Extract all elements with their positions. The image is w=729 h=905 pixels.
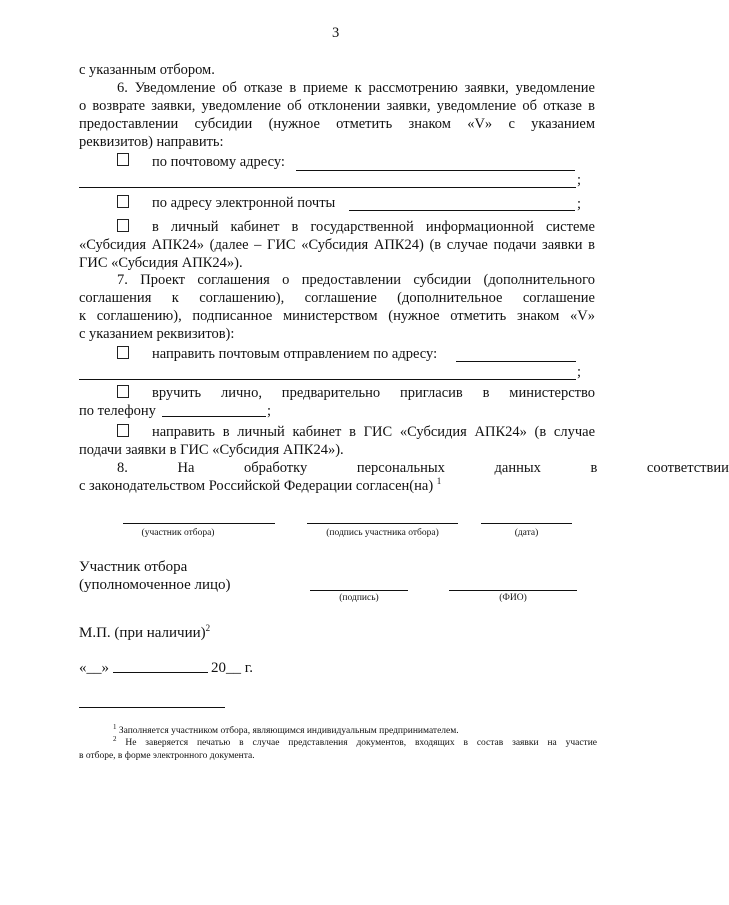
footnote-ref-2: 2 [205, 623, 211, 633]
p8-line-1-text: 8. На обработку персональных данных в соответствии [117, 460, 729, 476]
checkbox-p6-email[interactable] [117, 195, 129, 208]
checkbox-p7-hand[interactable] [117, 385, 129, 398]
checkbox-p7-cabinet[interactable] [117, 424, 129, 437]
p6-option-cabinet-line-3: ГИС «Субсидия АПК24»). [79, 255, 243, 271]
p6-option-email-label: по адресу электронной почты [152, 195, 336, 211]
footnote-2-text-1: Не заверяется печатью в случае представления документов, входящих в состав заявки на участие [125, 738, 598, 748]
footnote-ref-1: 1 [436, 476, 442, 487]
p6-line-4: реквизитов) направить: [79, 134, 224, 150]
p6-email-line[interactable] [349, 210, 575, 211]
footnote-separator [79, 707, 225, 708]
caption-participant-signature: (подпись участника отбора) [326, 528, 439, 538]
date-month-line[interactable] [113, 672, 208, 673]
p7-line-1: 7. Проект соглашения о предоставлении субсидии (дополнительного [117, 272, 595, 288]
checkbox-p6-post[interactable] [117, 153, 129, 166]
page-number: 3 [332, 25, 340, 41]
authorized-signature-line[interactable] [310, 590, 408, 591]
caption-fio: (ФИО) [499, 593, 527, 603]
footnote-2-line-2: в отборе, в форме электронного документа. [79, 751, 255, 761]
stamp-text [79, 624, 210, 642]
p7-post-address-line-2[interactable] [79, 379, 576, 380]
p7-line-2: соглашения к соглашению), соглашение (дополнительное соглашение [79, 290, 595, 306]
stamp-label: М.П. (при наличии) [79, 625, 206, 641]
p6-option-cabinet-line-1: в личный кабинет в государственной информационной системе [152, 219, 595, 235]
p7-line-4: с указанием реквизитов): [79, 326, 235, 342]
date-quote-open: «__» [79, 660, 109, 676]
caption-date: (дата) [514, 528, 539, 538]
semicolon: ; [577, 196, 582, 212]
p7-option-cabinet-line-1: направить в личный кабинет в ГИС «Субсидия АПК24» (в случае [152, 424, 595, 440]
semicolon: ; [577, 172, 582, 188]
participant-signature-line[interactable] [307, 523, 458, 524]
p7-option-post-label: направить почтовым отправлением по адресу: [152, 346, 438, 362]
p7-phone-line[interactable] [162, 416, 266, 417]
p7-option-cabinet-line-2: подачи заявки в ГИС «Субсидия АПК24»). [79, 442, 344, 458]
p6-post-address-line-1[interactable] [296, 170, 575, 171]
p6-line-2: о возврате заявки, уведомление об отклонении заявки, уведомление об отказе в [79, 98, 595, 114]
p7-option-hand-line-1: вручить лично, предварительно пригласив в министерство [152, 385, 595, 401]
footnote-1-number: 1 [113, 722, 117, 731]
caption-signature: (подпись) [339, 593, 379, 603]
semicolon: ; [267, 403, 272, 419]
checkbox-p6-cabinet[interactable] [117, 219, 129, 232]
semicolon: ; [577, 364, 582, 380]
p6-option-post-label: по почтовому адресу: [152, 154, 285, 170]
p7-option-hand-line-2: по телефону [79, 403, 156, 419]
intro-text: с указанным отбором. [79, 62, 215, 78]
p7-post-address-line-1[interactable] [456, 361, 576, 362]
p8-line-2 [79, 477, 441, 495]
authorized-title-line-1: Участник отбора [79, 559, 188, 575]
participant-line[interactable] [123, 523, 275, 524]
caption-participant: (участник отбора) [141, 528, 215, 538]
p6-line-1: 6. Уведомление об отказе в приеме к рассмотрению заявки, уведомление [117, 80, 595, 96]
checkbox-p7-post[interactable] [117, 346, 129, 359]
p6-line-3: предоставлении субсидии (нужное отметить знаком «V» с указанием [79, 116, 595, 132]
footnote-2-line-1 [113, 734, 598, 750]
p7-line-3: к соглашению), подписанное министерством (нужное отметить знаком «V» [79, 308, 595, 324]
p6-post-address-line-2[interactable] [79, 187, 576, 188]
date-line[interactable] [481, 523, 572, 524]
p8-line-2-text: с законодательством Российской Федерации согласен(на) [79, 478, 434, 494]
date-year: 20__ г. [211, 660, 253, 676]
footnote-2-number: 2 [113, 734, 117, 743]
authorized-fio-line[interactable] [449, 590, 577, 591]
footnote-1-text: Заполняется участником отбора, являющимся индивидуальным предпринимателем. [118, 726, 459, 736]
p6-option-cabinet-line-2: «Субсидия АПК24» (далее – ГИС «Субсидия АПК24) (в случае подачи заявки в [79, 237, 595, 253]
p8-line-1 [117, 459, 729, 477]
authorized-title-line-2: (уполномоченное лицо) [79, 577, 231, 593]
